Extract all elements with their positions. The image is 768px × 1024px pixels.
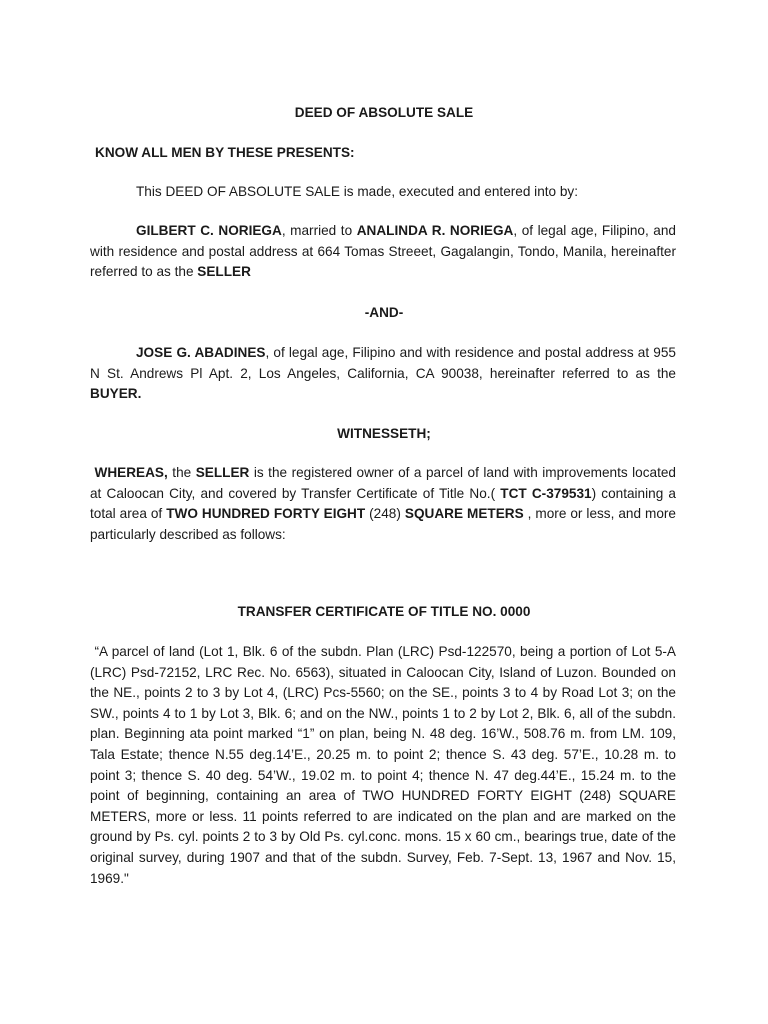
- intro-text: This DEED OF ABSOLUTE SALE is made, executed and entered into by:: [136, 184, 579, 199]
- seller-name: GILBERT C. NORIEGA: [136, 223, 282, 238]
- buyer-details: , of legal age, Filipino and with residence and postal address at 955 N St. Andrews Pl Apt. 2, Los Angeles, California, CA 90038, hereinafter referred to as the: [90, 345, 676, 381]
- witnesseth-heading: WITNESSETH;: [337, 426, 431, 441]
- buyer-role: BUYER.: [90, 386, 142, 401]
- area-words: TWO HUNDRED FORTY EIGHT: [166, 506, 366, 521]
- land-description-text: “A parcel of land (Lot 1, Blk. 6 of the subdn. Plan (LRC) Psd-122570, being a portion of Lot 5-A (LRC) Psd-72152, LRC Rec. No. 6563), situated in Caloocan City, Island of Luzon. Bounded on the NE., points 2 to 3 by Lot 4, (LRC) Pcs-5560; on the SE., points 3 to 4 by Road Lot 3; on the SW., points 4 to 1 by Lot 3, Blk. 6; and on the NW., points 1 to 2 by Lot 2, Blk. 6, all of the subdn. plan. Beginning ata point marked “1” on plan, being N. 48 deg. 16’W., 508.76 m. from LM. 109, Tala Estate; thence N.55 deg.14’E., 20.25 m. to point 2; thence S. 43 deg. 57’E., 10.28 m. to point 3; thence S. 40 deg. 54’W., 19.02 m. to point 4; thence N. 47 deg.44’E., 15.24 m. to the point of beginning, containing an area of TWO HUNDRED FORTY EIGHT (248) SQUARE METERS, more or less. 11 points referred to are indicated on the plan and are marked on the ground by Ps. cyl. points 2 to 3 by Old Ps. cyl.conc. mons. 15 x 60 cm., bearings true, date of the original survey, during 1907 and that of the subdn. Survey, Feb. 7-Sept. 13, 1967 and Nov. 15, 1969.": [90, 644, 676, 886]
- whereas-paragraph: [90, 463, 676, 545]
- tct-heading: TRANSFER CERTIFICATE OF TITLE NO. 0000: [237, 604, 531, 619]
- buyer-paragraph: [90, 343, 676, 405]
- whereas-text-3: , more or less, and more particularly described as follows:: [90, 506, 676, 542]
- document-title: DEED OF ABSOLUTE SALE: [294, 105, 474, 120]
- whereas-text-2: ) containing a total area of: [90, 485, 676, 521]
- area-number: (248): [365, 506, 405, 521]
- whereas-label: WHEREAS,: [94, 465, 168, 480]
- seller-details: , of legal age, Filipino, and with residence and postal address at 664 Tomas Streeet, Gagalangin, Tondo, Manila, hereinafter referred to as the: [90, 223, 676, 279]
- and-separator: -AND-: [364, 305, 404, 320]
- buyer-name: JOSE G. ABADINES: [136, 345, 266, 360]
- whereas-text-1: is the registered owner of a parcel of land with improvements located at Caloocan City, and covered by Transfer Certificate of Title No.(: [90, 465, 676, 501]
- land-description: [90, 642, 676, 889]
- spouse-name: ANALINDA R. NORIEGA: [356, 223, 514, 238]
- seller-role: SELLER: [197, 264, 251, 279]
- area-unit: SQUARE METERS: [404, 506, 524, 521]
- whereas-seller: SELLER: [195, 465, 250, 480]
- salutation: KNOW ALL MEN BY THESE PRESENTS:: [95, 145, 355, 160]
- whereas-the: the: [167, 465, 196, 480]
- married-to-text: , married to: [281, 223, 357, 238]
- seller-paragraph: [90, 221, 676, 283]
- tct-number: TCT C-379531: [500, 485, 592, 501]
